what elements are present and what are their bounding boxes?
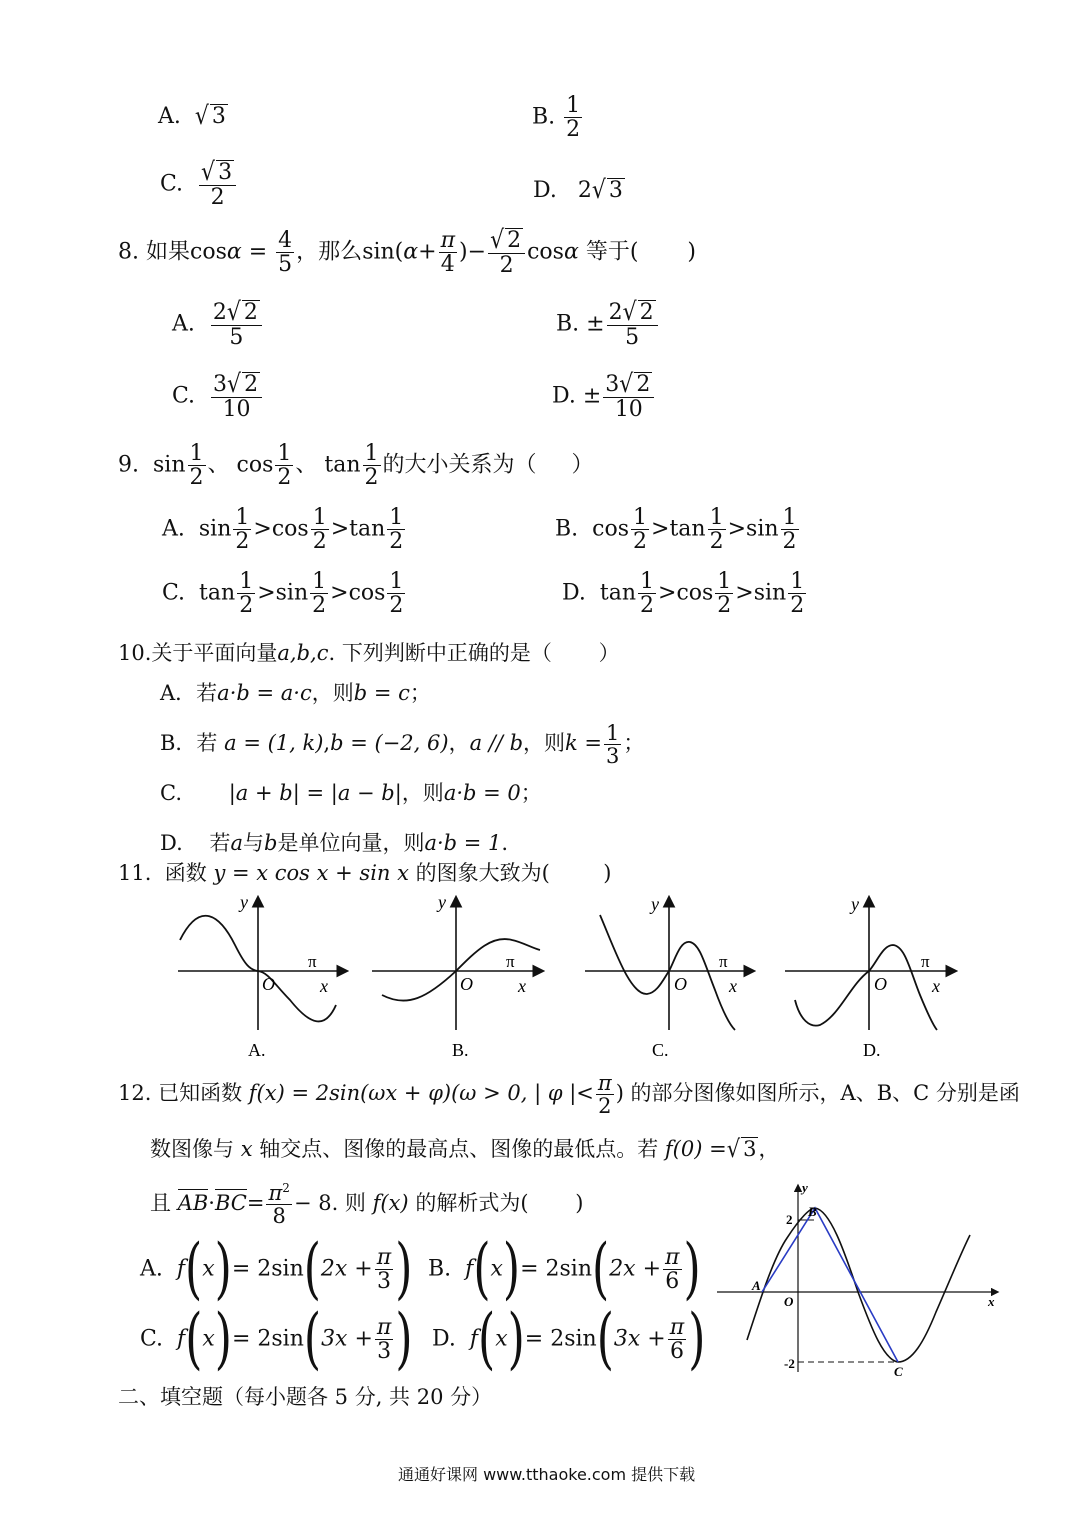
q7-option-a: A. √ 3 <box>158 102 226 131</box>
q12-option-a: A. f(x)= 2sin(2x + $\frac{\pi}{3}$ ) <box>140 1230 413 1308</box>
q12-graph-o: O <box>784 1294 794 1309</box>
q7-option-b: B. $\frac{1}{2}$ <box>532 93 581 143</box>
q11-b-x-label: x <box>518 976 526 996</box>
q12-option-c: C. f(x)= 2sin(3x + $\frac{\pi}{3}$ ) <box>140 1300 413 1378</box>
q11-a-y-label: y <box>240 892 248 912</box>
q11-label-d: D. <box>863 1040 881 1060</box>
q11-a-origin: O <box>262 974 275 994</box>
q11-stem: 11. 函数 y = x cos x + sin x 的图象大致为( ) <box>118 861 612 885</box>
section-2-heading: 二、填空题（每小题各 5 分, 共 20 分） <box>118 1385 493 1409</box>
q7-option-c: C. $\frac{√ 3}{2}$ <box>160 160 238 209</box>
page-footer: 通通好课网 www.tthaoke.com 提供下载 <box>398 1465 696 1484</box>
q7-option-d: D. 2√ 3 <box>533 176 623 205</box>
q12-stem-line3: 且 AB·BC= $\frac{\pi^2}{8}$ − 8. 则 f(x) 的解析式为( ) <box>150 1181 584 1229</box>
q11-graph-a <box>178 892 346 1030</box>
q12-graph-a: A <box>752 1278 761 1293</box>
q11-b-origin: O <box>460 974 473 994</box>
q11-c-x-label: x <box>729 976 737 996</box>
q11-graph-c <box>585 894 753 1030</box>
q8-option-c: C. $\frac{3√ 2}{10}$ <box>172 372 264 421</box>
q11-d-origin: O <box>874 974 887 994</box>
q11-b-pi: π <box>506 952 515 971</box>
q12-option-b: B. f(x)= 2sin(2x + $\frac{\pi}{6}$ ) <box>428 1230 701 1308</box>
q12-graph-x: x <box>988 1294 995 1309</box>
q8-stem: 8. 如果cosα = $\frac{4}{5}$ ，那么sin(α+ $\frac{\pi}{4}$ )− $\frac{√ 2}{2}$ cosα 等于( ) <box>118 226 696 279</box>
q11-a-pi: π <box>308 952 317 971</box>
q11-graph-d <box>785 894 955 1030</box>
q11-c-origin: O <box>674 974 687 994</box>
q11-graphs <box>160 890 980 1065</box>
q12-stem-line1: 12. 已知函数 f(x) = 2sin(ωx + φ)(ω > 0, | φ |< $\frac{\pi}{2}$ ) 的部分图像如图所示，A、B、C 分别是函 <box>118 1071 1020 1119</box>
q11-b-y-label: y <box>438 892 446 912</box>
q9-option-d: D. tan $\frac{1}{2}$ >cos $\frac{1}{2}$ >sin $\frac{1}{2}$ <box>562 569 805 619</box>
q11-label-a: A. <box>248 1040 266 1060</box>
q12-option-d: D. f(x)= 2sin(3x + $\frac{\pi}{6}$ ) <box>432 1300 706 1378</box>
q8-option-d: D. ± $\frac{3√ 2}{10}$ <box>552 372 656 421</box>
q9-stem: 9. sin $\frac{1}{2}$ 、 cos $\frac{1}{2}$ 、 tan $\frac{1}{2}$ 的大小关系为（ ） <box>118 441 594 491</box>
q11-c-pi: π <box>719 952 728 971</box>
q8-option-b: B. ± $\frac{2√ 2}{5}$ <box>556 300 660 349</box>
q12-graph <box>712 1180 1007 1380</box>
q9-option-b: B. cos $\frac{1}{2}$ >tan $\frac{1}{2}$ >sin $\frac{1}{2}$ <box>555 505 797 555</box>
q10-stem: 10.关于平面向量a,b,c. 下列判断中正确的是（ ） <box>118 641 620 665</box>
q11-a-x-label: x <box>320 976 328 996</box>
q11-c-y-label: y <box>651 894 659 914</box>
q11-graph-b <box>372 892 542 1030</box>
q12-graph-b: B <box>808 1204 817 1219</box>
q11-label-b: B. <box>452 1040 469 1060</box>
q12-graph-two: 2 <box>786 1212 793 1227</box>
q12-graph-neg-two: -2 <box>784 1356 795 1371</box>
q10-option-a: A．若a·b = a·c，则b = c； <box>160 681 431 705</box>
q11-d-y-label: y <box>851 894 859 914</box>
q10-option-d: D. 若a与b是单位向量，则a·b = 1. <box>160 831 509 855</box>
q12-graph-y: y <box>802 1180 808 1195</box>
q10-option-c: C. |a + b| = |a − b|，则a·b = 0； <box>160 781 542 805</box>
q12-graph-c: C <box>894 1364 903 1379</box>
q11-d-x-label: x <box>932 976 940 996</box>
q11-d-pi: π <box>921 952 930 971</box>
q9-option-a: A. sin $\frac{1}{2}$ >cos $\frac{1}{2}$ >tan $\frac{1}{2}$ <box>162 505 404 555</box>
q12-stem-line2: 数图像与 x 轴交点、图像的最高点、图像的最低点。若 f(0) =√ 3， <box>150 1135 780 1163</box>
q8-option-a: A. $\frac{2√ 2}{5}$ <box>172 300 264 349</box>
q10-option-b: B．若 a = (1, k),b = (−2, 6)，a // b，则k = $\frac{1}{3}$ ； <box>160 721 645 769</box>
q9-option-c: C. tan $\frac{1}{2}$ >sin $\frac{1}{2}$ >cos $\frac{1}{2}$ <box>162 569 404 619</box>
q11-label-c: C. <box>652 1040 669 1060</box>
